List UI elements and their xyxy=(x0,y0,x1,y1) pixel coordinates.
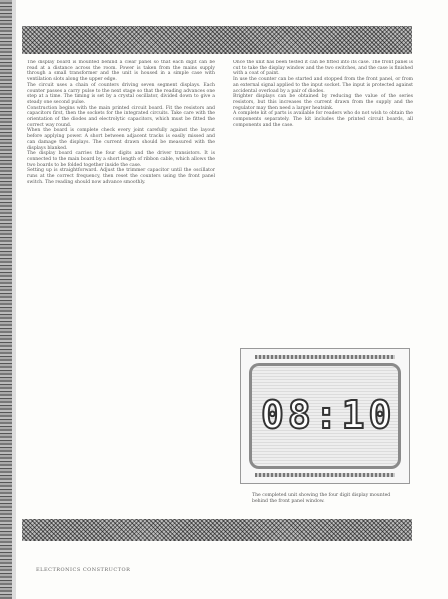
photo-bottom-edge xyxy=(255,473,395,477)
page-gutter xyxy=(12,0,16,599)
paragraph: The display board carries the four digits and the driver transistors. It is connected to the main board by a short length of ribbon cable, which allows the two boards to be folded together inside the case. xyxy=(27,151,215,168)
book-spine xyxy=(0,0,12,599)
header-band xyxy=(22,26,412,54)
paragraph: A complete kit of parts is available for readers who do not wish to obtain the components separately. The kit includes the printed circuit boards, all components and the case. xyxy=(233,111,413,128)
page-footer: ELECTRONICS CONSTRUCTOR xyxy=(36,567,131,573)
photo-top-edge xyxy=(255,355,395,359)
paragraph: In use the counter can be started and stopped from the front panel, or from an external signal applied to the input socket. The input is protected against accidental overload by a pair of diodes. xyxy=(233,77,413,94)
photo-caption: The completed unit showing the four digit display mounted behind the front panel window. xyxy=(252,493,391,504)
paragraph: The circuit uses a chain of counters driving seven segment displays. Each counter passes a carry pulse to the next stage so that the reading advances one step at a time. The timing is set by a crystal oscillator, divided down to give a steady one second pulse. xyxy=(27,82,215,105)
paragraph: The display board is mounted behind a clear panel so that each digit can be read at a distance across the room. Power is taken from the mains supply through a small transformer and the unit is housed in a simple case with ventilation slots along the upper edge. xyxy=(27,60,215,83)
right-column xyxy=(233,60,413,332)
digit-display: 08:10 xyxy=(261,393,396,437)
paragraph: Setting up is straightforward. Adjust the trimmer capacitor until the oscillator runs at the correct frequency, then reset the counters using the front panel switch. The reading should now advance smoothly. xyxy=(27,168,215,185)
device-photo xyxy=(240,348,410,484)
paragraph: Construction begins with the main printed circuit board. Fit the resistors and capacitors first, then the sockets for the integrated circuits. Take care with the orientation of the diodes and electrolytic capacitors, which must be fitted the correct way round. xyxy=(27,105,215,128)
paragraph: Brighter displays can be obtained by reducing the value of the series resistors, but this increases the current drawn from the supply and the regulator may then need a larger heatsink. xyxy=(233,94,413,111)
footer-band xyxy=(22,519,412,541)
paragraph: When the board is complete check every joint carefully against the layout before applying power. A short between adjacent tracks is easily missed and can damage the displays. The current drawn should be measured with the displays blanked. xyxy=(27,128,215,151)
left-column xyxy=(27,60,215,500)
paragraph: Once the unit has been tested it can be fitted into its case. The front panel is cut to take the display window and the two switches, and the case is finished with a coat of paint. xyxy=(233,60,413,77)
